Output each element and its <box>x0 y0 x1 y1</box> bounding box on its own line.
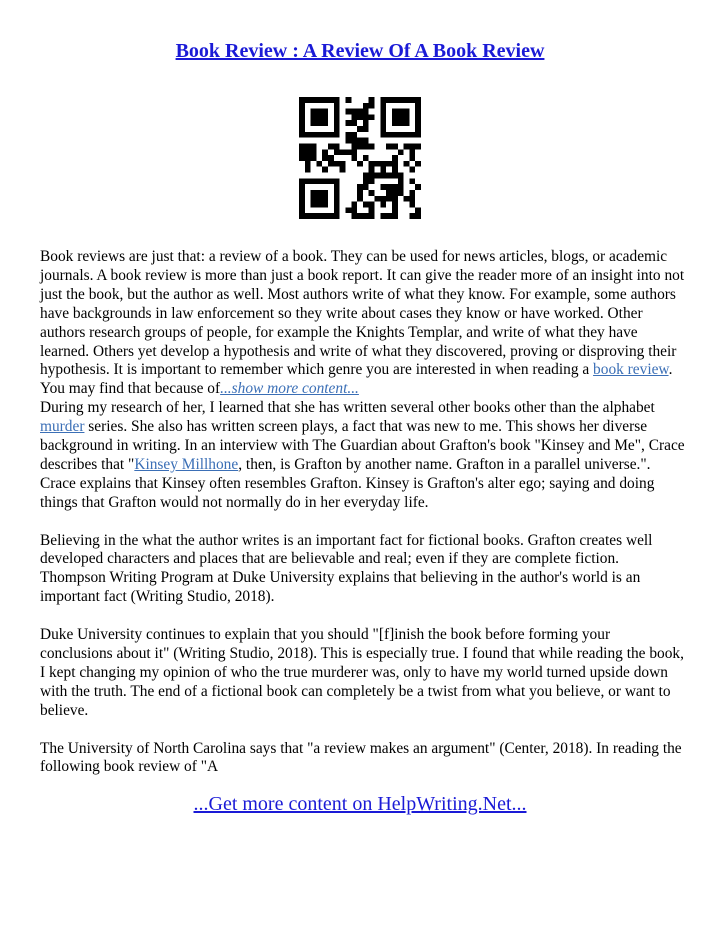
qr-module <box>363 114 369 120</box>
qr-module <box>392 173 398 179</box>
qr-module <box>311 155 317 161</box>
paragraph-unc: The University of North Carolina says that "a review makes an argument" (Center, 2018). In reading the following book review of "A <box>40 739 682 776</box>
book-review-link[interactable]: book review <box>593 361 669 379</box>
qr-module <box>392 132 398 138</box>
qr-module <box>311 132 317 138</box>
qr-module <box>409 202 415 208</box>
qr-module <box>299 155 305 161</box>
qr-module <box>311 143 317 149</box>
qr-module <box>386 173 392 179</box>
qr-module <box>386 97 392 103</box>
qr-module <box>299 143 305 149</box>
qr-module <box>328 213 334 219</box>
qr-module <box>369 97 375 103</box>
qr-module <box>311 213 317 219</box>
qr-module <box>322 132 328 138</box>
qr-module <box>357 138 363 144</box>
qr-module <box>351 207 357 213</box>
qr-module <box>369 213 375 219</box>
qr-module <box>328 178 334 184</box>
qr-module <box>398 190 404 196</box>
qr-module <box>311 196 317 202</box>
qr-module <box>322 149 328 155</box>
qr-module <box>334 202 340 208</box>
qr-module <box>369 103 375 109</box>
qr-module <box>357 213 363 219</box>
qr-module <box>398 184 404 190</box>
qr-module <box>386 213 392 219</box>
qr-module <box>369 173 375 179</box>
qr-module <box>322 202 328 208</box>
qr-module <box>392 190 398 196</box>
qr-module <box>299 190 305 196</box>
qr-module <box>345 97 351 103</box>
qr-module <box>398 132 404 138</box>
qr-module <box>316 161 322 167</box>
qr-module <box>380 184 386 190</box>
qr-module <box>386 184 392 190</box>
qr-module <box>357 196 363 202</box>
qr-module <box>299 184 305 190</box>
qr-module <box>305 132 311 138</box>
paragraph-duke: Duke University continues to explain that you should "[f]inish the book before forming your conclusions about it" (Writing Studio, 2018). This is especially true. I found that while reading the book, I kept changing my opinion of who the true murderer was, only to have my world turned upside down with the truth. The end of a fictional book can completely be a twist from what you believe, or want to believe. <box>40 626 684 719</box>
paragraph-believing: Believing in the what the author writes is an important fact for fictional books. Grafton creates well developed characters and places that are believable and real; even if they are complete fiction. Thompson Writing Program at Duke University explains that believing in the author's world is an important fact (Writing Studio, 2018). <box>40 531 653 606</box>
qr-module <box>386 132 392 138</box>
qr-module <box>311 120 317 126</box>
qr-module <box>357 114 363 120</box>
qr-module <box>363 143 369 149</box>
qr-module <box>409 97 415 103</box>
qr-module <box>409 155 415 161</box>
qr-module <box>311 190 317 196</box>
qr-module <box>404 196 410 202</box>
qr-module <box>351 109 357 115</box>
qr-module <box>415 207 421 213</box>
qr-module <box>392 161 398 167</box>
qr-module <box>345 109 351 115</box>
research-text-1: During my research of her, I learned that she has written several other books other than the alphabet <box>40 399 655 417</box>
qr-module <box>357 190 363 196</box>
murder-link[interactable]: murder <box>40 418 85 436</box>
qr-module <box>299 149 305 155</box>
qr-module <box>357 161 363 167</box>
qr-module <box>409 213 415 219</box>
kinsey-millhone-link[interactable]: Kinsey Millhone <box>134 455 239 473</box>
qr-module <box>334 213 340 219</box>
qr-module <box>322 155 328 161</box>
qr-module <box>311 149 317 155</box>
qr-module <box>340 149 346 155</box>
qr-module <box>363 202 369 208</box>
qr-module <box>345 207 351 213</box>
qr-module <box>363 213 369 219</box>
qr-module <box>392 184 398 190</box>
qr-module <box>334 97 340 103</box>
qr-module <box>375 173 381 179</box>
qr-module <box>305 149 311 155</box>
qr-module <box>415 109 421 115</box>
qr-module <box>392 114 398 120</box>
qr-module <box>316 109 322 115</box>
intro-text-end: . You may find that because of <box>40 361 673 398</box>
qr-module <box>392 196 398 202</box>
qr-module <box>398 173 404 179</box>
qr-module <box>345 120 351 126</box>
qr-module <box>345 138 351 144</box>
qr-module <box>299 126 305 132</box>
qr-module <box>380 120 386 126</box>
paragraph-intro <box>40 248 685 399</box>
qr-module <box>305 213 311 219</box>
qr-module <box>334 178 340 184</box>
qr-module <box>322 213 328 219</box>
get-more-content-link[interactable]: ...Get more content on HelpWriting.Net... <box>193 793 527 815</box>
qr-module <box>369 202 375 208</box>
qr-module <box>398 178 404 184</box>
qr-module <box>311 114 317 120</box>
qr-module <box>380 103 386 109</box>
qr-module <box>357 126 363 132</box>
qr-module <box>363 120 369 126</box>
qr-module <box>363 173 369 179</box>
qr-module <box>380 132 386 138</box>
qr-module <box>415 120 421 126</box>
qr-module <box>299 120 305 126</box>
qr-module <box>334 103 340 109</box>
qr-module <box>363 109 369 115</box>
qr-module <box>322 178 328 184</box>
qr-module <box>404 114 410 120</box>
qr-module <box>404 161 410 167</box>
qr-module <box>398 120 404 126</box>
qr-module <box>392 109 398 115</box>
qr-module <box>392 143 398 149</box>
qr-module <box>386 143 392 149</box>
qr-module <box>322 120 328 126</box>
qr-module <box>386 196 392 202</box>
qr-module <box>415 132 421 138</box>
qr-module <box>311 109 317 115</box>
qr-module <box>415 143 421 149</box>
qr-module <box>334 196 340 202</box>
qr-module <box>322 109 328 115</box>
qr-module <box>351 138 357 144</box>
qr-module <box>311 97 317 103</box>
qr-module <box>334 132 340 138</box>
qr-module <box>404 97 410 103</box>
qr-module <box>357 143 363 149</box>
qr-module <box>316 132 322 138</box>
qr-module <box>357 184 363 190</box>
qr-module <box>398 97 404 103</box>
qr-module <box>415 161 421 167</box>
qr-module <box>380 167 386 173</box>
qr-module <box>351 213 357 219</box>
qr-module <box>322 97 328 103</box>
qr-module <box>305 143 311 149</box>
qr-module <box>334 190 340 196</box>
qr-module <box>409 178 415 184</box>
qr-module <box>380 97 386 103</box>
qr-module <box>351 120 357 126</box>
qr-module <box>369 178 375 184</box>
qr-module <box>380 114 386 120</box>
qr-module <box>316 196 322 202</box>
qr-module <box>334 109 340 115</box>
qr-module <box>334 143 340 149</box>
qr-module <box>316 120 322 126</box>
qr-module <box>409 196 415 202</box>
article-body <box>40 248 685 796</box>
qr-module <box>415 126 421 132</box>
qr-module <box>299 132 305 138</box>
qr-module <box>299 196 305 202</box>
qr-module <box>299 207 305 213</box>
qr-module <box>363 103 369 109</box>
qr-module <box>409 167 415 173</box>
qr-module <box>404 120 410 126</box>
show-more-link[interactable]: ...show more content... <box>220 380 359 398</box>
qr-module <box>398 109 404 115</box>
qr-module <box>380 173 386 179</box>
footer <box>0 791 720 817</box>
qr-module <box>380 213 386 219</box>
qr-module <box>311 202 317 208</box>
qr-module <box>369 207 375 213</box>
qr-module <box>392 97 398 103</box>
qr-module <box>316 190 322 196</box>
research-text-2: series. She also has written screen plays, a fact that was new to me. This shows her diverse background in writing. In an interview with The Guardian about Grafton's book "Kinsey and Me", Crace describes that " <box>40 418 685 473</box>
qr-module <box>311 178 317 184</box>
qr-module <box>409 149 415 155</box>
qr-module <box>345 149 351 155</box>
qr-module <box>340 161 346 167</box>
qr-module <box>369 161 375 167</box>
qr-module <box>328 97 334 103</box>
qr-module <box>386 161 392 167</box>
qr-module <box>415 114 421 120</box>
qr-module <box>409 190 415 196</box>
qr-module <box>340 167 346 173</box>
qr-module <box>328 161 334 167</box>
paragraph-research <box>40 399 685 512</box>
intro-text: Book reviews are just that: a review of a book. They can be used for news articles, blogs, or academic journals. A book review is more than just a book report. It can give the reader more of an insight into not just the book, but the author as well. Most authors write of what they know. For example, some authors have backgrounds in law enforcement so they write about cases they know or have worked. Other authors research groups of people, for example the Knights Templar, and write of what they have learned. Others yet develop a hypothesis and write of what they discovered, proving or disproving their hypothesis. It is important to remember which genre you are interested in when reading a <box>40 248 685 379</box>
qr-module <box>299 213 305 219</box>
qr-module <box>305 178 311 184</box>
qr-module <box>322 196 328 202</box>
qr-module <box>415 103 421 109</box>
qr-module <box>334 207 340 213</box>
qr-module <box>334 114 340 120</box>
qr-module <box>305 161 311 167</box>
qr-module <box>351 114 357 120</box>
qr-module <box>328 155 334 161</box>
title-link[interactable]: Book Review : A Review Of A Book Review <box>175 40 545 62</box>
qr-module <box>305 155 311 161</box>
qr-module <box>322 167 328 173</box>
qr-module <box>404 132 410 138</box>
qr-module <box>415 184 421 190</box>
page-title <box>0 38 720 64</box>
qr-module <box>351 143 357 149</box>
qr-module <box>409 143 415 149</box>
qr-module <box>328 143 334 149</box>
qr-module <box>369 143 375 149</box>
qr-module <box>369 190 375 196</box>
qr-module <box>363 155 369 161</box>
qr-module <box>299 202 305 208</box>
qr-module <box>363 138 369 144</box>
qr-module <box>415 97 421 103</box>
qr-code-icon <box>299 97 421 219</box>
qr-module <box>334 149 340 155</box>
qr-module <box>299 97 305 103</box>
qr-module <box>299 114 305 120</box>
qr-module <box>305 167 311 173</box>
qr-module <box>392 167 398 173</box>
qr-module <box>380 202 386 208</box>
qr-module <box>404 143 410 149</box>
qr-module <box>316 178 322 184</box>
qr-module <box>398 149 404 155</box>
qr-module <box>351 202 357 208</box>
qr-module <box>351 155 357 161</box>
qr-module <box>357 109 363 115</box>
qr-module <box>334 126 340 132</box>
research-text-3: , then, is Grafton by another name. Grafton in a parallel universe.". Crace explains that Kinsey often resembles Grafton. Kinsey is Grafton's alter ego; saying and doing things that Grafton would not normally do in her everyday life. <box>40 455 655 511</box>
qr-module <box>380 161 386 167</box>
qr-module <box>351 132 357 138</box>
qr-module <box>386 190 392 196</box>
qr-module <box>369 114 375 120</box>
qr-module <box>299 109 305 115</box>
qr-module <box>345 132 351 138</box>
qr-module <box>334 184 340 190</box>
qr-module <box>316 97 322 103</box>
qr-module <box>363 184 369 190</box>
qr-module <box>351 149 357 155</box>
qr-module <box>392 120 398 126</box>
qr-module <box>392 207 398 213</box>
qr-module <box>392 213 398 219</box>
qr-module <box>380 126 386 132</box>
qr-module <box>316 213 322 219</box>
qr-module <box>322 114 328 120</box>
qr-module <box>316 114 322 120</box>
qr-module <box>316 202 322 208</box>
qr-module <box>299 178 305 184</box>
qr-module <box>392 202 398 208</box>
qr-module <box>305 97 311 103</box>
qr-module <box>299 103 305 109</box>
qr-module <box>398 114 404 120</box>
qr-module <box>375 196 381 202</box>
qr-module <box>369 167 375 173</box>
qr-module <box>328 132 334 138</box>
qr-module <box>409 132 415 138</box>
qr-module <box>415 213 421 219</box>
qr-module <box>334 120 340 126</box>
qr-module <box>334 161 340 167</box>
qr-module <box>322 190 328 196</box>
qr-module <box>375 161 381 167</box>
qr-module <box>380 196 386 202</box>
qr-module <box>380 109 386 115</box>
qr-module <box>363 126 369 132</box>
qr-module <box>363 178 369 184</box>
qr-module <box>404 109 410 115</box>
qr-module <box>392 155 398 161</box>
